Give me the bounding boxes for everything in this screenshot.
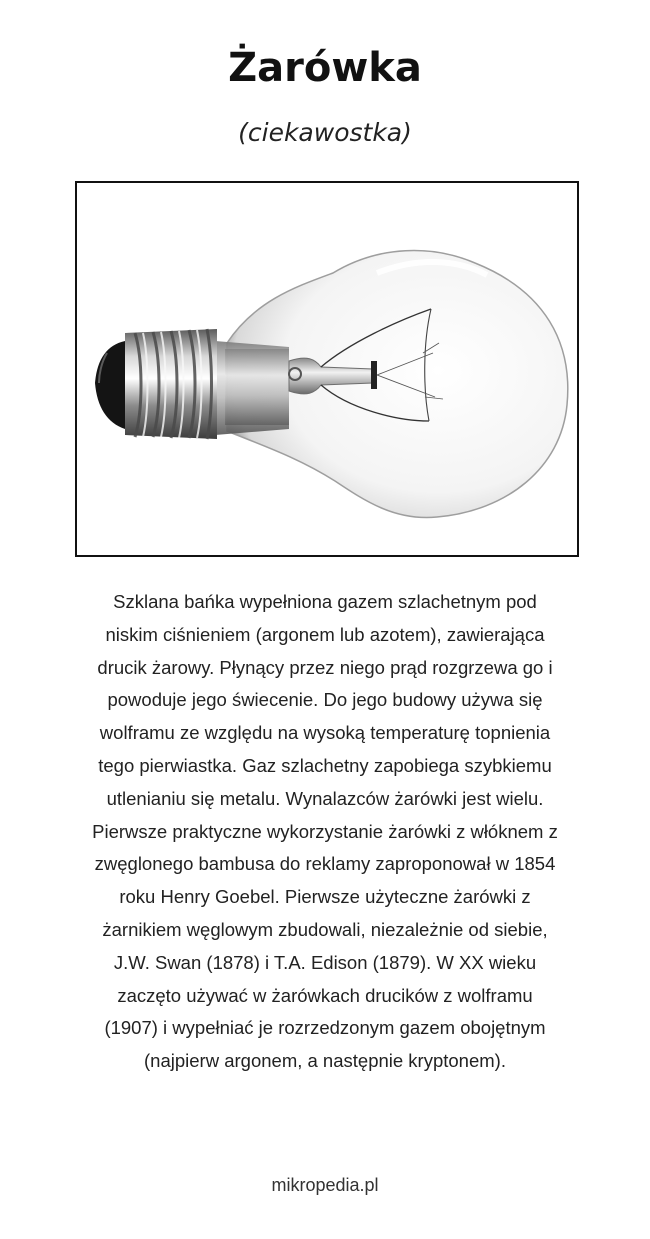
page-subtitle: (ciekawostka) (238, 118, 412, 147)
light-bulb-icon (77, 183, 577, 555)
bulb-photo (75, 181, 579, 557)
article-text: Szklana bańka wypełniona gazem szlachetnym pod niskim ciśnieniem (argonem lub azotem), zawierająca drucik żarowy. Płynący przez niego prąd rozgrzewa go i powoduje jego świecenie. Do jego budowy używa się wolframu ze względu na wysoką temperaturę topnienia tego pierwiastka. Gaz szlachetny zapobiega szybkiemu utlenianiu się metalu. Wynalazców żarówki jest wielu. Pierwsze praktyczne wykorzystanie żarówki z włóknem z zwęglonego bambusa do reklamy zaproponował w 1854 roku Henry Goebel. Pierwsze użyteczne żarówki z żarnikiem węglowym zbudowali, niezależnie od siebie, J.W. Swan (1878) i T.A. Edison (1879). W XX wieku zaczęto używać w żarówkach drucików z wolframu (1907) i wypełniać je rozrzedzonym gazem obojętnym (najpierw argonem, a następnie kryptonem). (92, 591, 558, 1072)
page-title: Żarówka (228, 45, 422, 91)
site-credit: mikropedia.pl (271, 1175, 379, 1195)
